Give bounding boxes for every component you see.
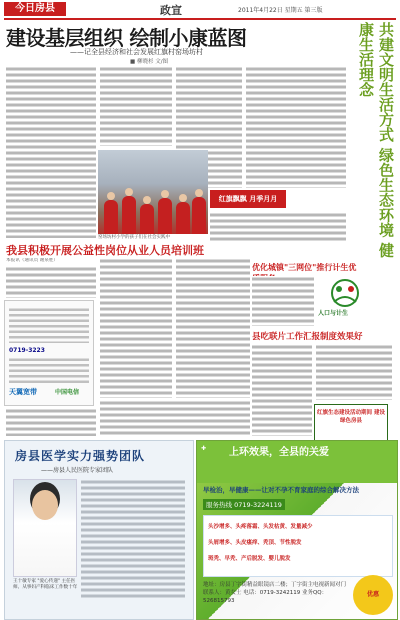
story2-column-2 <box>100 258 172 398</box>
ad-text-lines-2 <box>9 357 89 383</box>
story2-headline: 我县积极开展公益性岗位从业人员培训班 <box>6 244 204 257</box>
eco-callout: 红旗生态建设活动期间 建设绿色房县 <box>314 404 388 444</box>
promo-badge: 优惠 <box>353 575 393 615</box>
health-logo <box>318 278 372 318</box>
hospital-ad-text <box>81 479 185 599</box>
lead-column-5 <box>210 212 346 242</box>
story3-column-1 <box>252 276 314 326</box>
lead-column-4 <box>246 66 346 188</box>
masthead-rule <box>4 18 396 20</box>
story3-headline: 优化城镇"三网位"推行计生优 <box>252 262 357 272</box>
ad-text-lines <box>9 307 89 343</box>
symptom-line-2: 头屑增多、头皮瘙痒、秃顶、节性脱发 <box>208 540 302 546</box>
symptom-line-1: 头沙增多、头疼落霜、头发枯黄、发量减少 <box>208 524 313 530</box>
story4-column-2 <box>316 344 392 400</box>
story2-column-3 <box>176 258 250 398</box>
ad-slogan: 上环效果，全县的关爱 <box>229 447 329 458</box>
ad-promo: 早检治，早健康——让对不孕不育家庭的综合解决方法 <box>203 486 359 494</box>
doctor-caption: 王十敏专家 "爱心传递" 主任医师、从事妇产科临床工作数十年 <box>13 579 78 591</box>
masthead <box>0 0 400 20</box>
lead-byline: ■ 柳晓杉 文/图 <box>130 59 169 65</box>
lead-column-2 <box>100 66 172 146</box>
lead-photo <box>98 150 208 234</box>
tianyi-broadband-logo: 天翼宽带 <box>9 388 37 396</box>
ad-top-band <box>197 441 397 483</box>
ad-hotline: 服务热线 0719-3224119 <box>203 499 285 510</box>
hospital-ad[interactable] <box>4 440 194 620</box>
hospital-ad-subtitle: ——房县人民医院专家团队 <box>41 467 114 474</box>
story2-column-4 <box>100 400 250 436</box>
hospital-ad-title: 房县医学实力强势团队 <box>15 449 146 463</box>
telecom-ad[interactable] <box>4 300 94 406</box>
symptom-panel <box>203 515 393 577</box>
china-telecom-logo: 中国电信 <box>55 389 80 396</box>
health-service-ad[interactable] <box>196 440 398 620</box>
story4-headline: 县吃联片工作汇报制度效果好 <box>252 332 363 342</box>
family-planning-icon <box>318 278 372 308</box>
story2-column-5 <box>6 408 96 436</box>
ad-brand-icon: ✚ <box>201 445 207 452</box>
photo-caption: 窑场坊村小学的孩子们在社会实践中 <box>98 235 170 240</box>
ad-phone: 0719-3223 <box>9 347 45 354</box>
ad-address: 地址：房县丁字街精益眼镜店二楼；丁字街主电视新闻对门 联系人：黄女士 电话：0719-3242119 业务QQ：526815793 <box>203 582 347 604</box>
story2-column-1 <box>6 266 96 298</box>
doctor-portrait <box>13 479 77 577</box>
story4-column-1 <box>252 344 312 436</box>
story2-byline: 本报讯（通讯员 谢泉胜） <box>6 258 58 263</box>
lead-column-1 <box>6 66 96 238</box>
health-logo-text: 人口与计生 <box>318 310 349 317</box>
lead-subhead: ——记全县经济和社会发展红旗村窑场坊村 <box>70 48 203 56</box>
section-title: 政宣 <box>160 4 182 17</box>
symptom-line-3: 斑秃、早秃、产后脱发、婴儿脱发 <box>208 556 291 562</box>
issue-date: 2011年4月22日 星期五 第三版 <box>238 7 323 14</box>
newspaper-logo: 今日房县 <box>4 2 66 16</box>
red-banner: 红旗飘飘 月季月月 <box>210 190 286 208</box>
lead-headline: 建设基层组织 绘制小康蓝图 <box>6 26 247 50</box>
vertical-slogan: 共建文明生活方式 绿色生态环境 健康生活理念 <box>357 22 395 258</box>
